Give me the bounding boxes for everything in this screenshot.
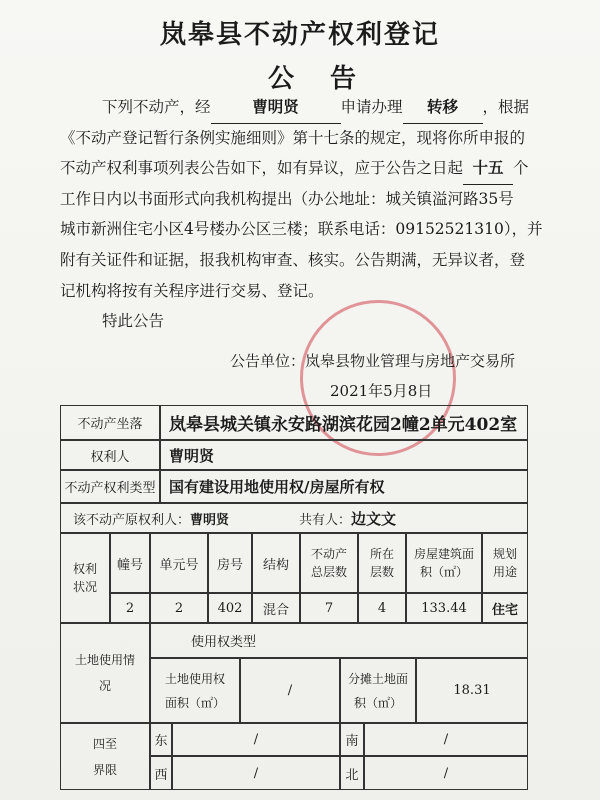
header-area: 房屋建筑面积（㎡） bbox=[406, 533, 482, 593]
value-unit: 2 bbox=[150, 593, 208, 623]
page-subtitle: 公告 bbox=[267, 64, 392, 94]
header-usage: 规划用途 bbox=[482, 533, 528, 593]
shared-area-label: 分摊土地面积（㎡） bbox=[340, 658, 416, 723]
header-building: 幢号 bbox=[110, 533, 150, 593]
west-value: / bbox=[172, 756, 340, 790]
body-line-5: 城市新洲住宅小区4号楼办公区三楼；联系电话：09152521310），并 bbox=[60, 220, 543, 239]
body-line-4: 工作日内以书面形式向我机构提出（办公地址：城关镇溢河路35号 bbox=[60, 189, 514, 208]
issue-date: 2021年5月8日 bbox=[330, 382, 433, 400]
body-line-1: 下列不动产，经 曹明贤 申请办理 转移 ，根据 bbox=[60, 92, 572, 123]
days-count: 十五 bbox=[463, 153, 513, 185]
body-line-7: 记机构将按有关程序进行交易、登记。 bbox=[60, 281, 324, 300]
rights-type-value: 国有建设用地使用权/房屋所有权 bbox=[160, 470, 528, 503]
value-structure: 混合 bbox=[252, 593, 300, 623]
value-floor: 4 bbox=[358, 593, 406, 623]
header-unit: 单元号 bbox=[150, 533, 208, 593]
issuing-unit: 公告单位：岚皋县物业管理与房地产交易所 bbox=[230, 352, 516, 370]
value-room: 402 bbox=[208, 593, 252, 623]
header-floor: 所在层数 bbox=[358, 533, 406, 593]
page-title: 岚皋县不动产权利登记 bbox=[159, 20, 440, 50]
land-area-label: 土地使用权面积（㎡） bbox=[150, 658, 240, 723]
land-type-label: 使用权类型 bbox=[150, 623, 528, 658]
value-area: 133.44 bbox=[406, 593, 482, 623]
header-structure: 结构 bbox=[252, 533, 300, 593]
orig-owner-row: 该不动产原权利人： 曹明贤 共有人： 边文文 bbox=[60, 503, 528, 533]
orig-owner-value: 曹明贤 bbox=[190, 512, 230, 528]
rights-type-label: 不动产权利类型 bbox=[60, 470, 160, 503]
boundary-label: 四至界限 bbox=[60, 723, 150, 790]
east-value: / bbox=[172, 723, 340, 756]
value-total-floors: 7 bbox=[300, 593, 358, 623]
owner-label: 权利人 bbox=[60, 440, 160, 470]
body-line-8: 特此公告 bbox=[102, 312, 165, 331]
south-label: 南 bbox=[340, 723, 364, 756]
value-building: 2 bbox=[110, 593, 150, 623]
south-value: / bbox=[364, 723, 528, 756]
owner-value: 曹明贤 bbox=[160, 440, 528, 470]
north-label: 北 bbox=[340, 756, 364, 790]
location-label: 不动产坐落 bbox=[60, 405, 160, 440]
north-value: / bbox=[364, 756, 528, 790]
location-value: 岚皋县城关镇永安路湖滨花园2幢2单元402室 bbox=[160, 405, 528, 440]
header-room: 房号 bbox=[208, 533, 252, 593]
land-label: 土地使用情况 bbox=[60, 623, 150, 723]
east-label: 东 bbox=[150, 723, 172, 756]
land-area-value: / bbox=[240, 658, 340, 723]
body-line-6: 附有关证件和证据，报我机构审查、核实。公告期满，无异议者，登 bbox=[60, 250, 526, 269]
status-label: 权利状况 bbox=[60, 533, 110, 623]
body-line-2: 《不动产登记暂行条例实施细则》第十七条的规定，现将你所申报的 bbox=[60, 128, 526, 147]
co-owner-value: 边文文 bbox=[351, 509, 397, 528]
header-total-floors: 不动产总层数 bbox=[300, 533, 358, 593]
applicant-name: 曹明贤 bbox=[211, 92, 341, 124]
shared-area-value: 18.31 bbox=[416, 658, 528, 723]
body-line-3: 不动产权利事项列表公告如下，如有异议，应于公告之日起 十五 个 bbox=[60, 153, 572, 184]
transaction-type: 转移 bbox=[403, 92, 483, 124]
notice-body bbox=[60, 92, 572, 337]
west-label: 西 bbox=[150, 756, 172, 790]
value-usage: 住宅 bbox=[482, 593, 528, 623]
